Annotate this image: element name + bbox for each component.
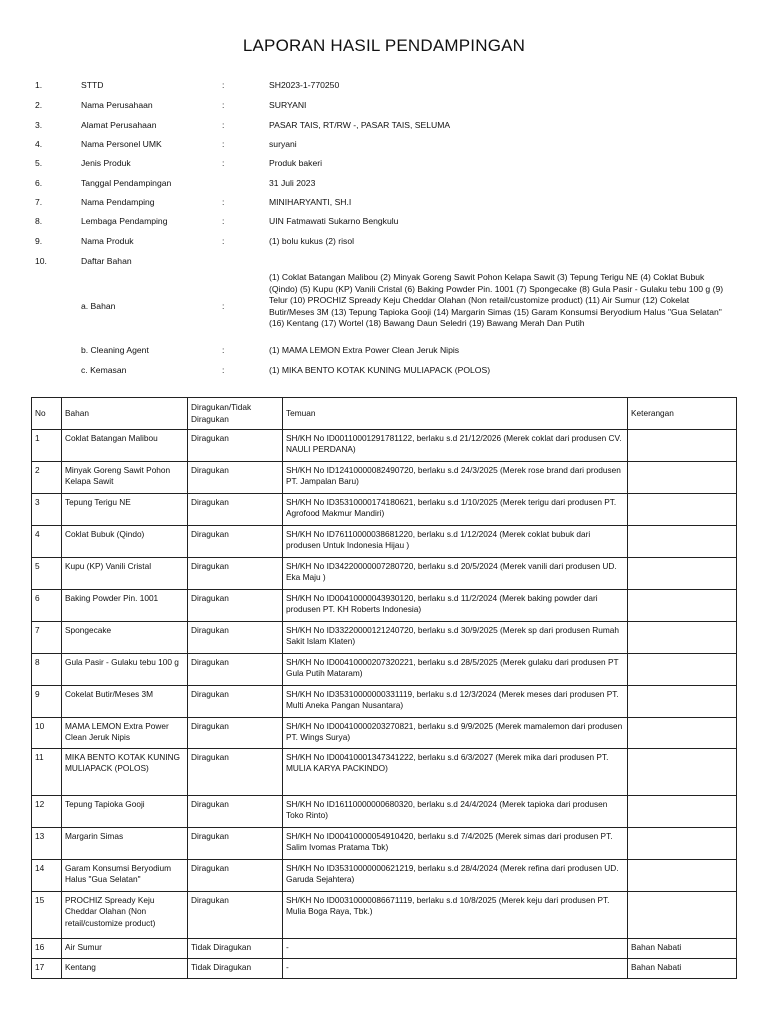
row-no: 15 — [32, 892, 62, 939]
row-no: 12 — [32, 796, 62, 828]
header-keterangan: Keterangan — [628, 398, 737, 430]
row-bahan: MIKA BENTO KOTAK KUNING MULIAPACK (POLOS) — [62, 749, 188, 796]
bahan-colon: : — [222, 301, 225, 311]
info-label: Lembaga Pendamping — [81, 216, 168, 226]
row-keterangan — [628, 718, 737, 749]
row-no: 13 — [32, 828, 62, 860]
info-value: (1) bolu kukus (2) risol — [269, 236, 355, 246]
ingredients-table — [31, 397, 737, 979]
row-status: Diragukan — [188, 590, 283, 622]
row-temuan: SH/KH No ID35310000000331119, berlaku s.d 12/3/2024 (Merek meses dari produsen PT. Multi Aneka Pangan Nusantara) — [283, 686, 628, 718]
row-bahan: PROCHIZ Spready Keju Cheddar Olahan (Non retail/customize product) — [62, 892, 188, 939]
row-no: 4 — [32, 526, 62, 558]
info-label: Nama Personel UMK — [81, 139, 162, 149]
row-no: 10 — [32, 718, 62, 749]
row-status: Diragukan — [188, 718, 283, 749]
table-row — [32, 796, 737, 828]
header-temuan: Temuan — [283, 398, 628, 430]
info-num: 2. — [35, 100, 43, 110]
row-no: 7 — [32, 622, 62, 654]
info-value: Produk bakeri — [269, 158, 323, 168]
info-colon: : — [222, 100, 225, 110]
kemasan-value: (1) MIKA BENTO KOTAK KUNING MULIAPACK (POLOS) — [269, 365, 491, 375]
row-temuan: SH/KH No ID00410000207320221, berlaku s.d 28/5/2025 (Merek gulaku dari produsen PT Gula Putih Mataram) — [283, 654, 628, 686]
row-status: Tidak Diragukan — [188, 959, 283, 979]
row-no: 1 — [32, 430, 62, 462]
row-temuan: - — [283, 939, 628, 959]
row-keterangan — [628, 590, 737, 622]
row-keterangan — [628, 622, 737, 654]
table-row — [32, 526, 737, 558]
report-title: LAPORAN HASIL PENDAMPINGAN — [242, 36, 526, 55]
info-num: 10. — [35, 256, 47, 266]
row-no: 17 — [32, 959, 62, 979]
row-bahan: Garam Konsumsi Beryodium Halus "Gua Selatan" — [62, 860, 188, 892]
row-bahan: Kupu (KP) Vanili Cristal — [62, 558, 188, 590]
row-temuan: SH/KH No ID35310000000621219, berlaku s.d 28/4/2024 (Merek refina dari produsen UD. Garuda Sejahtera) — [283, 860, 628, 892]
cleaning-colon: : — [222, 345, 225, 355]
row-keterangan — [628, 892, 737, 939]
row-bahan: MAMA LEMON Extra Power Clean Jeruk Nipis — [62, 718, 188, 749]
row-keterangan — [628, 749, 737, 796]
row-keterangan — [628, 686, 737, 718]
row-status: Diragukan — [188, 749, 283, 796]
row-bahan: Coklat Batangan Malibou — [62, 430, 188, 462]
row-status: Diragukan — [188, 892, 283, 939]
table-row — [32, 828, 737, 860]
row-keterangan — [628, 494, 737, 526]
row-keterangan — [628, 654, 737, 686]
row-status: Diragukan — [188, 462, 283, 494]
table-row — [32, 939, 737, 959]
row-no: 8 — [32, 654, 62, 686]
row-temuan: SH/KH No ID12410000082490720, berlaku s.d 24/3/2025 (Merek rose brand dari produsen PT. Jampalan Baru) — [283, 462, 628, 494]
info-value: suryani — [269, 139, 297, 149]
info-label: Daftar Bahan — [81, 256, 132, 266]
info-num: 7. — [35, 197, 43, 207]
table-row — [32, 590, 737, 622]
row-keterangan — [628, 462, 737, 494]
row-temuan: SH/KH No ID76110000038681220, berlaku s.d 1/12/2024 (Merek coklat bubuk dari produsen Untuk Indonesia Hijau ) — [283, 526, 628, 558]
row-status: Diragukan — [188, 494, 283, 526]
info-num: 1. — [35, 80, 43, 90]
row-keterangan — [628, 558, 737, 590]
row-status: Diragukan — [188, 430, 283, 462]
header-bahan: Bahan — [62, 398, 188, 430]
info-label: Nama Produk — [81, 236, 134, 246]
row-temuan: SH/KH No ID00410000043930120, berlaku s.d 11/2/2024 (Merek baking powder dari produsen PT. KH Roberts Indonesia) — [283, 590, 628, 622]
info-num: 9. — [35, 236, 43, 246]
row-no: 2 — [32, 462, 62, 494]
row-no: 5 — [32, 558, 62, 590]
table-row — [32, 959, 737, 979]
info-value: UIN Fatmawati Sukarno Bengkulu — [269, 216, 399, 226]
info-value: SURYANI — [269, 100, 307, 110]
row-keterangan — [628, 526, 737, 558]
table-row — [32, 622, 737, 654]
row-temuan: SH/KH No ID33220000121240720, berlaku s.d 30/9/2025 (Merek sp dari produsen Rumah Sakit Islam Klaten) — [283, 622, 628, 654]
row-status: Diragukan — [188, 558, 283, 590]
info-colon: : — [222, 158, 225, 168]
info-colon: : — [222, 139, 225, 149]
header-no: No — [32, 398, 62, 430]
row-bahan: Margarin Simas — [62, 828, 188, 860]
row-status: Diragukan — [188, 828, 283, 860]
row-bahan: Gula Pasir - Gulaku tebu 100 g — [62, 654, 188, 686]
info-label: Nama Perusahaan — [81, 100, 153, 110]
row-bahan: Coklat Bubuk (Qindo) — [62, 526, 188, 558]
table-row — [32, 892, 737, 939]
bahan-label: a. Bahan — [81, 301, 116, 311]
row-bahan: Air Sumur — [62, 939, 188, 959]
row-bahan: Kentang — [62, 959, 188, 979]
row-temuan: SH/KH No ID35310000174180621, berlaku s.d 1/10/2025 (Merek terigu dari produsen PT. Agrofood Makmur Mandiri) — [283, 494, 628, 526]
info-colon: : — [222, 197, 225, 207]
info-num: 6. — [35, 178, 43, 188]
row-keterangan — [628, 860, 737, 892]
row-temuan: SH/KH No ID00110001291781122, berlaku s.d 21/12/2026 (Merek coklat dari produsen CV. NAULI PERDANA) — [283, 430, 628, 462]
info-label: Jenis Produk — [81, 158, 131, 168]
row-status: Tidak Diragukan — [188, 939, 283, 959]
row-status: Diragukan — [188, 686, 283, 718]
row-no: 14 — [32, 860, 62, 892]
row-temuan: SH/KH No ID34220000007280720, berlaku s.d 20/5/2024 (Merek vanili dari produsen UD. Eka Maju ) — [283, 558, 628, 590]
row-keterangan — [628, 430, 737, 462]
table-row — [32, 860, 737, 892]
row-status: Diragukan — [188, 654, 283, 686]
row-temuan: - — [283, 959, 628, 979]
info-label: Nama Pendamping — [81, 197, 155, 207]
row-bahan: Tepung Terigu NE — [62, 494, 188, 526]
row-bahan: Minyak Goreng Sawit Pohon Kelapa Sawit — [62, 462, 188, 494]
table-row — [32, 494, 737, 526]
info-colon: : — [222, 80, 225, 90]
row-keterangan: Bahan Nabati — [628, 959, 737, 979]
kemasan-label: c. Kemasan — [81, 365, 127, 375]
info-num: 3. — [35, 120, 43, 130]
info-value: SH2023-1-770250 — [269, 80, 340, 90]
row-status: Diragukan — [188, 860, 283, 892]
row-no: 6 — [32, 590, 62, 622]
table-row — [32, 749, 737, 796]
row-temuan: SH/KH No ID00310000086671119, berlaku s.d 10/8/2025 (Merek keju dari produsen PT. Mulia Boga Raya, Tbk.) — [283, 892, 628, 939]
info-colon: : — [222, 120, 225, 130]
table-row — [32, 430, 737, 462]
row-temuan: SH/KH No ID16110000000680320, berlaku s.d 24/4/2024 (Merek tapioka dari produsen Toko Rinto) — [283, 796, 628, 828]
info-label: Alamat Perusahaan — [81, 120, 157, 130]
row-bahan: Cokelat Butir/Meses 3M — [62, 686, 188, 718]
info-value: PASAR TAIS, RT/RW -, PASAR TAIS, SELUMA — [269, 120, 451, 130]
header-status: Diragukan/Tidak Diragukan — [188, 398, 283, 430]
row-status: Diragukan — [188, 526, 283, 558]
row-keterangan: Bahan Nabati — [628, 939, 737, 959]
info-colon: : — [222, 236, 225, 246]
cleaning-label: b. Cleaning Agent — [81, 345, 149, 355]
info-value: MINIHARYANTI, SH.I — [269, 197, 352, 207]
kemasan-colon: : — [222, 365, 225, 375]
row-keterangan — [628, 796, 737, 828]
row-temuan: SH/KH No ID00410001347341222, berlaku s.d 6/3/2027 (Merek mika dari produsen PT. MULIA KARYA PACKINDO) — [283, 749, 628, 796]
table-row — [32, 686, 737, 718]
table-row — [32, 654, 737, 686]
info-num: 5. — [35, 158, 43, 168]
table-row — [32, 558, 737, 590]
info-num: 8. — [35, 216, 43, 226]
table-body — [32, 430, 737, 979]
info-label: STTD — [81, 80, 104, 90]
table-header-row — [32, 398, 737, 430]
row-keterangan — [628, 828, 737, 860]
row-no: 11 — [32, 749, 62, 796]
info-num: 4. — [35, 139, 43, 149]
info-label: Tanggal Pendampingan — [81, 178, 172, 188]
row-temuan: SH/KH No ID00410000054910420, berlaku s.d 7/4/2025 (Merek simas dari produsen PT. Salim Ivomas Pratama Tbk) — [283, 828, 628, 860]
row-temuan: SH/KH No ID00410000203270821, berlaku s.d 9/9/2025 (Merek mamalemon dari produsen PT. Wings Surya) — [283, 718, 628, 749]
row-status: Diragukan — [188, 796, 283, 828]
row-bahan: Tepung Tapioka Gooji — [62, 796, 188, 828]
row-bahan: Spongecake — [62, 622, 188, 654]
bahan-value: (1) Coklat Batangan Malibou (2) Minyak Goreng Sawit Pohon Kelapa Sawit (3) Tepung Terigu NE (4) Coklat Bubuk (Qindo) (5) Kupu (KP) Vanili Cristal (6) Baking Powder Pin. 1001 (7) Spongecake (8) Gula Pasir - Gulaku tebu 100 g (9) Telur (10) PROCHIZ Spready Keju Cheddar Olahan (Non retail/customize product) (11) Air Sumur (12) Cokelat Butir/Meses 3M (13) Tepung Tapioka Gooji (14) Margarin Simas (15) Garam Konsumsi Beryodium Halus "Gua Selatan" (16) Kentang (17) Wortel (18) Bawang Daun Seledri (19) Bawang Merah Dan Putih — [269, 272, 724, 329]
table-row — [32, 718, 737, 749]
row-bahan: Baking Powder Pin. 1001 — [62, 590, 188, 622]
row-no: 16 — [32, 939, 62, 959]
row-status: Diragukan — [188, 622, 283, 654]
cleaning-value: (1) MAMA LEMON Extra Power Clean Jeruk Nipis — [269, 345, 460, 355]
info-colon: : — [222, 216, 225, 226]
row-no: 9 — [32, 686, 62, 718]
table-row — [32, 462, 737, 494]
row-no: 3 — [32, 494, 62, 526]
info-value: 31 Juli 2023 — [269, 178, 316, 188]
